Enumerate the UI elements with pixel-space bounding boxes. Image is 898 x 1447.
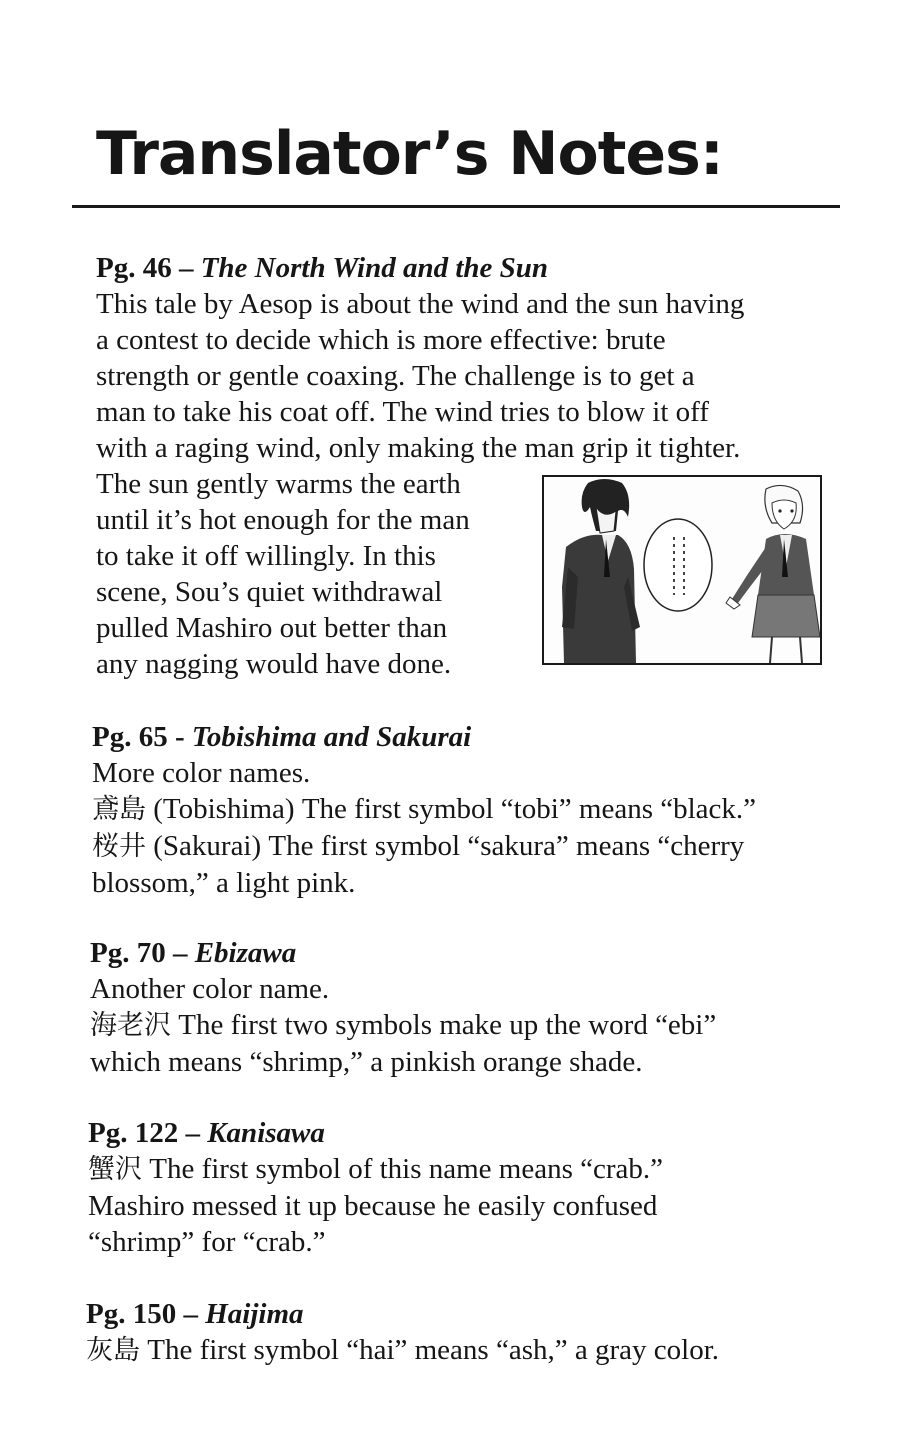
- sou-figure: [562, 479, 640, 663]
- note-line: to take it off willingly. In this: [96, 540, 436, 572]
- kanji-entry: [92, 791, 756, 828]
- entry-text: The first two symbols make up the word “ebi”: [178, 1009, 717, 1041]
- entry-text: The first symbol of this name means “crab.”: [149, 1153, 664, 1185]
- kanji-name: 鳶島: [92, 794, 146, 825]
- page-ref: Pg. 122 –: [88, 1117, 200, 1149]
- mashiro-figure: [726, 485, 820, 663]
- page-title: Translator’s Notes:: [96, 119, 723, 189]
- kanji-name: 灰島: [86, 1335, 140, 1366]
- note-line: Mashiro messed it up because he easily confused: [88, 1190, 658, 1222]
- note-pg122: [88, 1115, 663, 1260]
- entry-text: The first symbol “hai” means “ash,” a gray color.: [147, 1334, 719, 1366]
- note-line: The sun gently warms the earth: [96, 468, 461, 500]
- note-line: man to take his coat off. The wind tries to blow it off: [96, 396, 709, 428]
- note-line: “shrimp” for “crab.”: [88, 1226, 326, 1258]
- kanji-name: 蟹沢: [88, 1154, 142, 1185]
- note-line: Another color name.: [90, 973, 330, 1005]
- manga-panel-image: [542, 475, 822, 665]
- note-pg65: [92, 719, 756, 901]
- page-ref: Pg. 150 –: [86, 1298, 198, 1330]
- note-line: with a raging wind, only making the man grip it tighter.: [96, 432, 741, 464]
- note-topic: Kanisawa: [207, 1117, 325, 1149]
- note-line: any nagging would have done.: [96, 648, 452, 680]
- note-line: which means “shrimp,” a pinkish orange shade.: [90, 1046, 643, 1078]
- note-line: This tale by Aesop is about the wind and the sun having: [96, 288, 745, 320]
- kanji-name: 桜井: [92, 831, 146, 862]
- kanji-name: 海老沢: [90, 1010, 171, 1041]
- page-ref: Pg. 65 -: [92, 721, 185, 753]
- note-line: pulled Mashiro out better than: [96, 612, 448, 644]
- note-topic: The North Wind and the Sun: [200, 252, 549, 284]
- note-heading: [96, 250, 744, 286]
- note-topic: Haijima: [205, 1298, 304, 1330]
- kanji-entry: [88, 1151, 663, 1188]
- entry-text: (Tobishima) The first symbol “tobi” means “black.”: [153, 793, 757, 825]
- note-line: strength or gentle coaxing. The challenge is to get a: [96, 360, 695, 392]
- note-heading: [92, 719, 756, 755]
- note-heading: [90, 935, 716, 971]
- speech-balloon: [644, 519, 712, 611]
- note-line: More color names.: [92, 757, 311, 789]
- kanji-entry: [90, 1007, 716, 1044]
- kanji-entry: [86, 1332, 719, 1369]
- note-heading: [86, 1296, 719, 1332]
- note-heading: [88, 1115, 663, 1151]
- entry-text: (Sakurai) The first symbol “sakura” means “cherry: [153, 830, 745, 862]
- title-divider: [72, 205, 840, 208]
- note-topic: Ebizawa: [194, 937, 297, 969]
- page-ref: Pg. 70 –: [90, 937, 188, 969]
- note-line: blossom,” a light pink.: [92, 867, 356, 899]
- kanji-entry: [92, 828, 756, 865]
- note-line: scene, Sou’s quiet withdrawal: [96, 576, 443, 608]
- note-topic: Tobishima and Sakurai: [191, 721, 472, 753]
- note-line: a contest to decide which is more effective: brute: [96, 324, 666, 356]
- note-line: until it’s hot enough for the man: [96, 504, 470, 536]
- note-pg150: [86, 1296, 719, 1369]
- page-ref: Pg. 46 –: [96, 252, 194, 284]
- note-pg70: [90, 935, 716, 1080]
